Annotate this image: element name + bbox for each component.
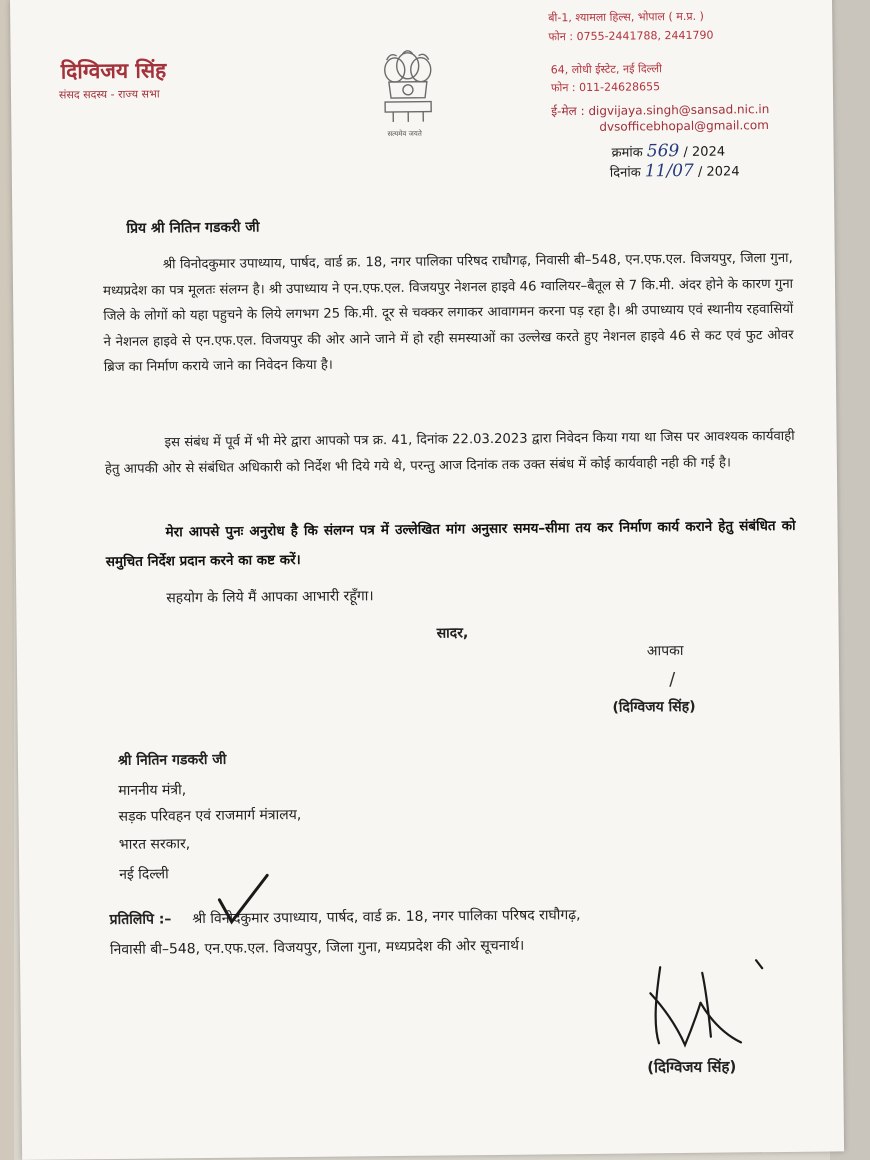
reference-number-label: क्रमांक xyxy=(611,145,643,161)
paragraph-1 xyxy=(103,246,794,381)
recipient-line-3: भारत सरकार, xyxy=(118,836,191,853)
closing-saadar: सादर, xyxy=(436,625,469,642)
letterhead-designation: संसद सदस्य - राज्य सभा xyxy=(58,87,160,102)
copy-signatory-name: (दिग्विजय सिंह) xyxy=(647,1057,737,1077)
reference-date xyxy=(610,160,740,181)
paragraph-2 xyxy=(105,424,795,482)
emblem-motto: सत्यमेव जयते xyxy=(387,129,422,139)
state-emblem-icon xyxy=(373,47,444,140)
reference-number xyxy=(612,141,726,162)
paragraph-3 xyxy=(105,512,796,577)
reference-date-year: / 2024 xyxy=(697,164,740,180)
address-bhopal: बी-1, श्यामला हिल्स, भोपाल ( म.प्र. ) xyxy=(548,9,704,25)
recipient-name: श्री नितिन गडकरी जी xyxy=(117,751,227,769)
checkmark-icon xyxy=(215,869,276,930)
copy-to-text-1: श्री विनोदकुमार उपाध्याय, पार्षद, वार्ड क्र. 18, नगर पालिका परिषद राघौगढ़, xyxy=(192,907,581,928)
letter-page xyxy=(10,0,844,1160)
salutation: प्रिय श्री नितिन गडकरी जी xyxy=(126,219,260,237)
paragraph-2-text: इस संबंध में पूर्व में भी मेरे द्वारा आपको पत्र क्र. 41, दिनांक 22.03.2023 द्वारा निवेदन किया गया था जिस पर आवश्यक कार्यवाही हेतु आपकी ओर से संबंधित अधिकारी को निर्देश भी दिये गये थे, परन्तु आज दिनांक तक उक्त संबंध में कोई कार्यवाही नही की गई है। xyxy=(104,428,795,477)
copy-to-text-2: निवासी बी–548, एन.एफ.एल. विजयपुर, जिला गुना, मध्यप्रदेश की ओर सूचनार्थ। xyxy=(109,937,525,959)
recipient-line-4: नई दिल्ली xyxy=(119,866,169,883)
phone-bhopal: फोन : 0755-2441788, 2441790 xyxy=(548,28,714,44)
paragraph-1-text: श्री विनोदकुमार उपाध्याय, पार्षद, वार्ड क्र. 18, नगर पालिका परिषद राघौगढ़, निवासी बी–548, एन.एफ.एल. विजयपुर, जिला गुना, मध्यप्रदेश का पत्र मूलतः संलग्न है। श्री उपाध्याय ने एन.एफ.एल. विजयपुर नेशनल हाइवे 46 ग्वालियर–बैतूल से 7 कि.मी. अंदर होने के कारण गुना जिले के लोगों को यहा पहुचने के लिये लगभग 25 कि.मी. दूर से चक्कर लगाकर आवागमन करना पड़ रहा है। श्री उपाध्याय एवं स्थानीय रहवासियों ने नेशनल हाइवे से एन.एफ.एल. विजयपुर की ओर आने जाने में हो रही समस्याओं का उल्लेख करते हुए नेशनल हाइवे 46 से कट एवं फुट ओवर ब्रिज का निर्माण कराये जाने का निवेदन किया है। xyxy=(102,250,794,376)
recipient-line-1: माननीय मंत्री, xyxy=(118,782,187,799)
reference-date-label: दिनांक xyxy=(609,165,641,181)
address-delhi: 64, लोधी ईस्टेट, नई दिल्ली xyxy=(550,62,662,77)
email-secondary: dvsofficebhopal@gmail.com xyxy=(599,118,769,134)
recipient-line-2: सड़क परिवहन एवं राजमार्ग मंत्रालय, xyxy=(118,806,302,825)
reference-date-value: 11/07 xyxy=(644,160,694,182)
reference-number-value: 569 xyxy=(646,140,680,162)
paragraph-3-text: मेरा आपसे पुनः अनुरोध है कि संलग्न पत्र में उल्लेखित मांग अनुसार समय–सीमा तय कर निर्माण कार्य कराने हेतु संबंधित को समुचित निर्देश प्रदान करने का कष्ट करें। xyxy=(105,517,796,571)
closing-aapka: आपका xyxy=(646,642,684,660)
closing-thanks: सहयोग के लिये मैं आपका आभारी रहूँगा। xyxy=(166,588,374,607)
signatory-name: (दिग्विजय सिंह) xyxy=(612,698,696,716)
reference-number-year: / 2024 xyxy=(683,144,726,160)
signature-slash: / xyxy=(669,669,676,691)
copy-to-label: प्रतिलिपि :– xyxy=(109,911,172,929)
phone-delhi: फोन : 011-24628655 xyxy=(550,80,661,95)
handwritten-signature xyxy=(638,952,769,1053)
letterhead-name: दिग्विजय सिंह xyxy=(60,58,167,84)
email-primary: ई-मेल : digvijaya.singh@sansad.nic.in xyxy=(551,102,770,119)
